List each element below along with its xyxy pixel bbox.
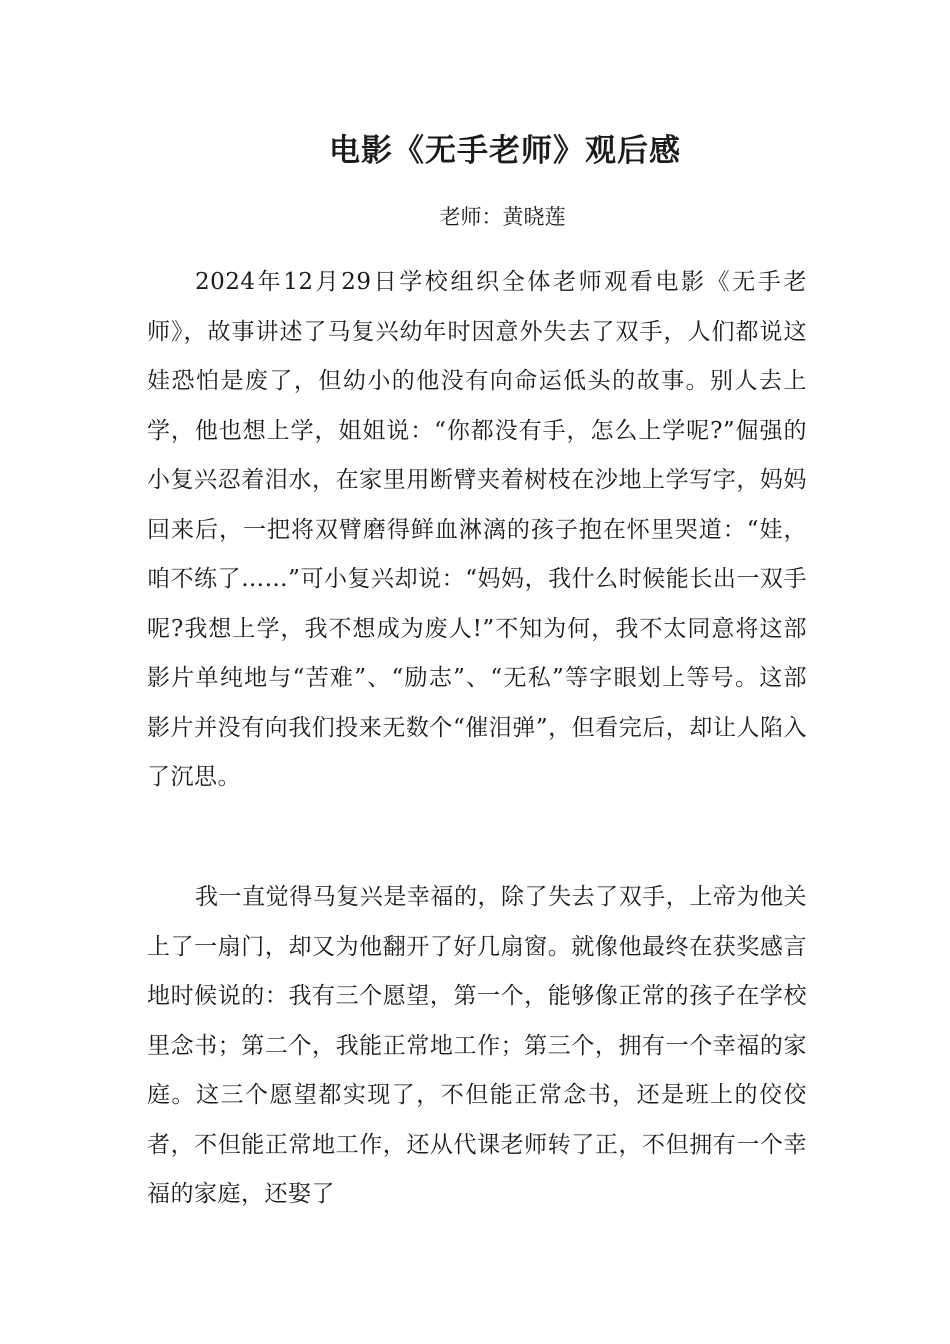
author-line: 老师：黄晓莲: [439, 205, 566, 229]
paragraph-2: 我一直觉得马复兴是幸福的，除了失去了双手，上帝为他关上了一扇门，却又为他翻开了好几扇窗。就像他最终在获奖感言地时候说的：我有三个愿望，第一个，能够像正常的孩子在学校里念书；第二个，我能正常地工作；第三个，拥有一个幸福的家庭。这三个愿望都实现了，不但能正常念书，还是班上的佼佼者，不但能正常地工作，还从代课老师转了正，不但拥有一个幸福的家庭，还娶了: [147, 884, 807, 1207]
document-title: 电影《无手老师》观后感: [329, 133, 681, 169]
paragraph-1: 2024年12月29日学校组织全体老师观看电影《无手老师》，故事讲述了马复兴幼年时因意外失去了双手，人们都说这娃恐怕是废了，但幼小的他没有向命运低头的故事。别人去上学，他也想上学，姐姐说：“你都没有手，怎么上学呢?”倔强的小复兴忍着泪水，在家里用断臂夹着树枝在沙地上学写字，妈妈回来后，一把将双臂磨得鲜血淋漓的孩子抱在怀里哭道：“娃，咱不练了……”可小复兴却说：“妈妈，我什么时候能长出一双手呢?我想上学，我不想成为废人!”不知为何，我不太同意将这部影片单纯地与“苦难”、“励志”、“无私”等字眼划上等号。这部影片并没有向我们投来无数个“催泪弹”，但看完后，却让人陷入了沉思。: [147, 269, 807, 790]
